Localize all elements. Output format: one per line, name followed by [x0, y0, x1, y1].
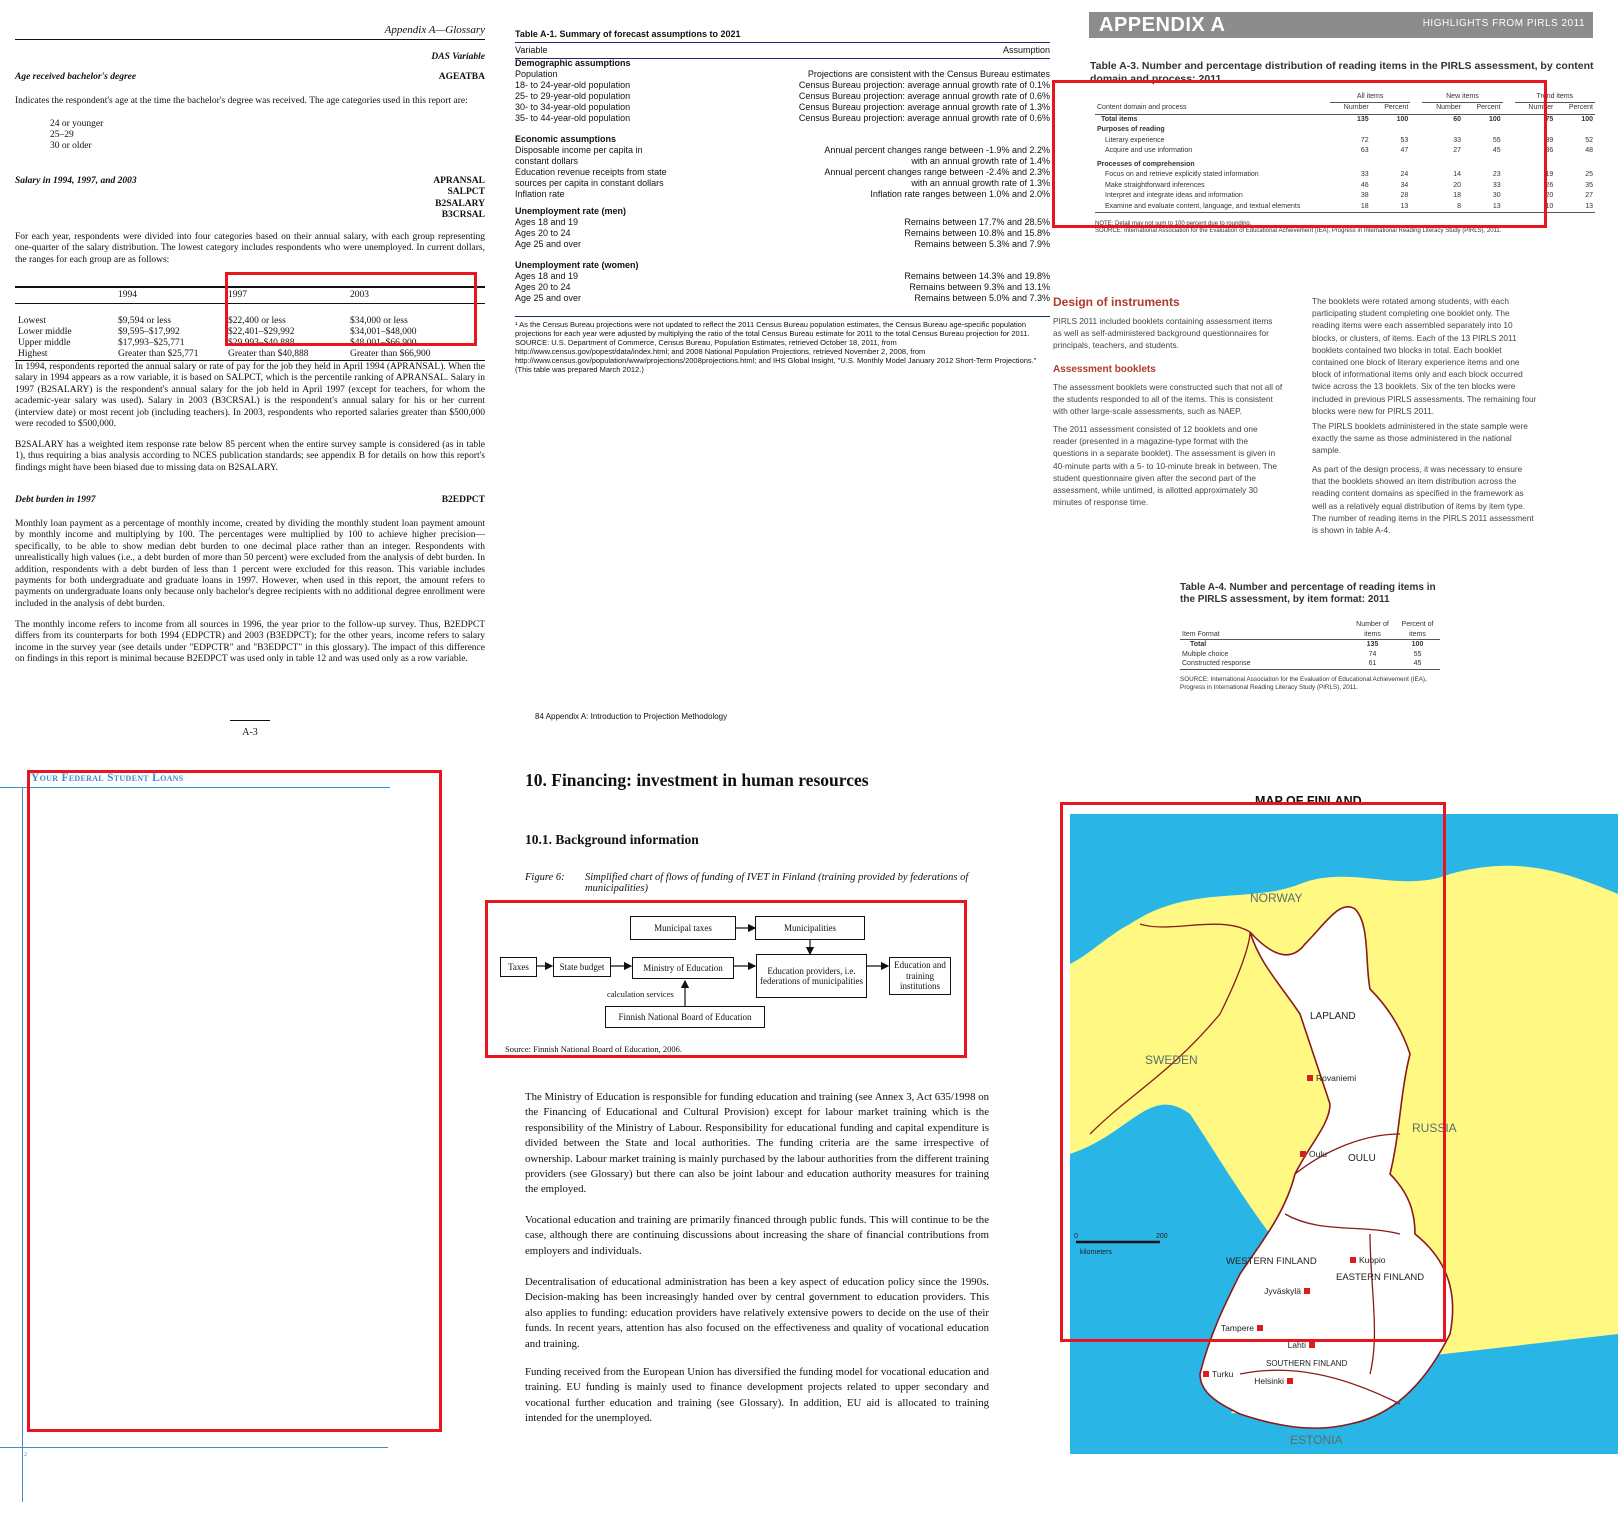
variable-cell: Education revenue receipts from state sources per capita in constant dollars	[515, 166, 667, 188]
highlight-box	[27, 770, 442, 1432]
page-number: 2	[24, 1452, 27, 1458]
stub-header: Content domain and process	[1097, 104, 1187, 112]
var-debt-title: Debt burden in 1997	[15, 495, 96, 505]
assumption-cell: Census Bureau projection: average annual growth rate of 0.6%	[798, 112, 1050, 123]
assumption-section	[515, 206, 1050, 250]
assumption-cell: Annual percent changes range between -2.4% and 2.3% with an annual growth rate of 1.3%	[824, 166, 1050, 188]
russia-label: RUSSIA	[1412, 1121, 1457, 1135]
financing-page	[505, 770, 1005, 1470]
norway-label: NORWAY	[1250, 891, 1303, 905]
table-cell: 53	[1400, 136, 1409, 144]
design-process-text: As part of the design process, it was necessary to ensure that the booklets showed an item distribution across the reading content domains as specified in the framework as well as a relatively equal distribution of items by item type. The number of reading items in the PIRLS 2011 assessment is shown in table A-4.	[1312, 464, 1534, 536]
table-cell: 55	[1492, 136, 1501, 144]
var-debt-row	[15, 495, 485, 506]
footer-rule	[0, 1447, 388, 1448]
row-label: Make straightforward inferences	[1105, 181, 1205, 189]
table-cell: 38	[1360, 192, 1369, 200]
section-heading: Unemployment rate (men)	[515, 206, 627, 216]
salary-header	[15, 287, 115, 304]
table-cell: 45	[1492, 147, 1501, 155]
figure-label: Figure 6:	[525, 872, 565, 883]
table-title: Table A-1. Summary of forecast assumptions to 2021	[515, 29, 741, 39]
table-cell: 46	[1360, 181, 1369, 189]
table-cell: 25	[1585, 171, 1593, 179]
scale-end-label: 200	[1156, 1233, 1168, 1240]
var-salary-row	[15, 176, 485, 222]
node-municipalities: Municipalities	[755, 916, 865, 940]
table-source: SOURCE: International Association for the Evaluation of Educational Achievement (IEA), Progress in International Reading Literacy Study (PIRLS), 2011.	[1095, 228, 1502, 235]
city-marker	[1203, 1371, 1209, 1377]
projection-page	[515, 0, 1050, 720]
assumption-cell: Remains between 10.8% and 15.8%	[904, 227, 1050, 238]
estonia-label: ESTONIA	[1290, 1433, 1343, 1447]
appendix-banner	[1089, 12, 1593, 38]
table-cell: 27	[1453, 147, 1462, 155]
group-header: All items	[1330, 92, 1410, 103]
variable-cell: Ages 18 and 19	[515, 216, 579, 227]
var-salary-title: Salary in 1994, 1997, and 2003	[15, 176, 137, 186]
assumption-section	[515, 134, 1050, 200]
assumption-row	[515, 217, 1050, 228]
city-label: Rovaniemi	[1316, 1073, 1357, 1083]
group-header: New items	[1422, 92, 1502, 103]
assumption-row	[515, 91, 1050, 102]
salary-cell: Lower middle	[18, 326, 72, 337]
node-state-budget: State budget	[553, 957, 611, 977]
oulu-region-label: OULU	[1348, 1153, 1376, 1164]
city-label: Tampere	[1220, 1323, 1254, 1333]
sub-header: Number	[1436, 104, 1462, 112]
page-number: A-3	[230, 720, 270, 739]
debt-paragraph: Monthly loan payment as a percentage of monthly income, created by dividing the monthly student loan payment amount by monthly income and multiplying by 100. The percentages were multiplied by 100 to achieve higher precision—specifically, to be able to show median debt burden to one decimal place rather than an integer. Respondents with unrealistically high values (i.e., a debt burden of more than 50 percent) were excluded from the analysis of debt burden. In addition, respondents with a debt burden of less than 1 percent were excluded for this reason. This variable includes payments for both undergraduate and graduate loans in 1997. However, when used in this report, the amount refers to payments on undergraduate loans only because only bachelor's degree recipients with no additional degree enrollment were included in the analysis of debt burden.	[15, 519, 485, 609]
row-label: Examine and evaluate content, language, and textual elements	[1105, 202, 1301, 210]
source-note: SOURCE: U.S. Department of Commerce, Census Bureau, Population Estimates, retrieved October 18, 2011, from http://www.census.gov/popest/data/index.html; and 2008 National Population Projections, retrieved November 2, 2008, from http://www.census.gov/population/www/projections/2008projections.html; and IHS Global Insight, "U.S. Monthly Model January 2012 Short-Term Projections." (This table was prepared March 2012.)	[515, 338, 1037, 374]
sub-header: Number	[1528, 104, 1554, 112]
salary-paragraph: B2SALARY has a weighted item response rate below 85 percent when the entire survey sample is considered (as in table 1), thus requiring a bias analysis according to NCES publication standards; see appendix B for details on how this report's findings might have been biased due to missing data on B2SALARY.	[15, 440, 485, 473]
scale-unit-label: kilometers	[1080, 1249, 1112, 1256]
row-label: Interpret and integrate ideas and information	[1105, 192, 1243, 200]
table-cell: 20	[1453, 181, 1462, 189]
body-paragraph: Decentralisation of educational administration has been a key aspect of education policy since the 1990s. Decision-making has been increasingly handed over by central government to education providers. This also applies to funding: education providers have relatively extensive powers to decide on the use of their funds. In recent years, attention has also focused on the effectiveness and quality of vocational education and training.	[525, 1276, 989, 1350]
southern-finland-label: SOUTHERN FINLAND	[1266, 1359, 1348, 1368]
table-cell: 18	[1453, 192, 1462, 200]
cell: 45	[1413, 660, 1422, 667]
table-cell: 72	[1360, 136, 1369, 144]
body-paragraph: Funding received from the European Union has diversified the funding model for vocational education and training. EU funding is mainly used to finance development projects related to upper secondary and vocational further education and training (see Glossary). In addition, EU aid is allocated to training intended for the unemployed.	[525, 1366, 989, 1425]
table-cell: 48	[1585, 147, 1593, 155]
table-cell: 13	[1492, 202, 1501, 210]
design-heading: Design of instruments	[1053, 295, 1180, 309]
variable-cell: 35- to 44-year-old population	[515, 112, 631, 123]
salary-cell: Greater than $40,888	[228, 348, 309, 359]
assumption-row	[515, 293, 1050, 304]
var-age-code: AGEATBA	[438, 72, 485, 82]
table-row	[1180, 659, 1440, 669]
var-debt-code: B2EDPCT	[441, 495, 485, 505]
table-cell: 13	[1400, 202, 1409, 210]
salary-cell: $29,993–$40,888	[228, 337, 295, 348]
table-cell: 34	[1400, 181, 1409, 189]
table-cell: 135	[1357, 115, 1369, 123]
table-a4-source: SOURCE: International Association for the Evaluation of Educational Achievement (IEA), Progress in International Reading Literacy Study (PIRLS), 2011.	[1180, 676, 1427, 691]
glossary-page	[0, 0, 500, 750]
salary-cell: $22,401–$29,992	[228, 326, 295, 337]
table-a4	[1180, 620, 1440, 670]
row-label: Purposes of reading	[1097, 126, 1165, 134]
age-category: 24 or younger	[50, 119, 104, 129]
cell: 61	[1368, 660, 1377, 667]
assumption-cell: Remains between 14.3% and 19.8%	[904, 270, 1050, 281]
assumption-cell: Census Bureau projection: average annual growth rate of 0.6%	[798, 90, 1050, 101]
variable-cell: Disposable income per capita in constant dollars	[515, 144, 643, 166]
scale-start-label: 0	[1074, 1233, 1078, 1240]
assumption-row	[515, 113, 1050, 124]
body-paragraph: The Ministry of Education is responsible for funding education and training (see Annex 3, Act 635/1998 on the Financing of Educational and Cultural Provision) except for labour market training which is the responsibility of the Ministry of Labour. Responsibility for educational funding and capital expenditure is divided between the State and local authorities. The funding criteria are the same irrespective of ownership. Labour market training is mainly purchased by the labour authorities from the different training providers (see Glossary) but there can also be joint labour and education authority measures for training the employed.	[525, 1091, 989, 1196]
group-header: Trend items	[1515, 92, 1595, 103]
assumption-row	[515, 271, 1050, 282]
assumption-row	[515, 189, 1050, 200]
table-cell: 24	[1400, 171, 1409, 179]
table-cell: 20	[1545, 192, 1554, 200]
city-label: Lahti	[1287, 1340, 1306, 1350]
table-row	[1180, 640, 1440, 650]
figure-source: Source: Finnish National Board of Education, 2006.	[505, 1044, 683, 1054]
section-heading: Economic assumptions	[515, 134, 617, 144]
node-providers: Education providers, i.e. federations of municipalities	[756, 954, 867, 998]
sub-header: Percent	[1476, 104, 1501, 112]
table-cell: 75	[1545, 115, 1554, 123]
eastern-finland-label: EASTERN FINLAND	[1336, 1272, 1425, 1283]
pirls-page	[1053, 0, 1618, 750]
highlight-box	[485, 900, 967, 1058]
spacer-cell	[1555, 125, 1595, 135]
salary-cell: $9,595–$17,992	[118, 326, 180, 337]
banner-title: APPENDIX A	[1099, 14, 1226, 36]
var-age-title: Age received bachelor's degree	[15, 72, 137, 82]
table-notes	[515, 316, 1050, 374]
city-label: Turku	[1212, 1369, 1234, 1379]
sub-header: Number	[1343, 104, 1369, 112]
spacer-cell	[1555, 156, 1595, 170]
highlight-box	[225, 272, 477, 346]
assumption-row	[515, 102, 1050, 113]
col-header: Item Format	[1182, 630, 1220, 638]
salary-cell: $34,000 or less	[350, 315, 408, 326]
row-label: Acquire and use information	[1105, 147, 1193, 155]
section-heading: 10.1. Background information	[525, 832, 699, 847]
table-cell: 52	[1585, 136, 1593, 144]
lapland-label: LAPLAND	[1310, 1011, 1356, 1022]
table-cell: 35	[1585, 181, 1593, 189]
body-paragraph: Vocational education and training are primarily financed through public funds. This will continue to be the case, although there are continuing discussions about increasing the share of financial contributions from employers and individuals.	[525, 1214, 989, 1257]
node-ministry: Ministry of Education	[632, 957, 734, 979]
row-label: Total	[1190, 641, 1207, 648]
table-cell: 33	[1492, 181, 1501, 189]
cell: 55	[1413, 650, 1422, 658]
var-age-desc: Indicates the respondent's age at the time the bachelor's degree was received. The age categories used in this report are:	[15, 96, 468, 106]
table-cell: 60	[1453, 115, 1462, 123]
variable-cell: 30- to 34-year-old population	[515, 101, 631, 112]
variable-cell: Ages 20 to 24	[515, 227, 571, 238]
banner-subtitle: HIGHLIGHTS FROM PIRLS 2011	[1422, 18, 1585, 29]
section-heading: Demographic assumptions	[515, 58, 631, 68]
state-sample-text: The PIRLS booklets administered in the state sample were exactly the same as those administered in the national sample.	[1312, 421, 1528, 456]
assumption-row	[515, 145, 1050, 167]
salary-paragraph: In 1994, respondents reported the annual salary or rate of pay for the job they held in April 1994 (APRANSAL). When the salary in 1994 appears as a row variable, it is based on SALPCT, which is the percentile ranking of APRANSAL. Salary in 1997 (B2SALARY) is the respondent's annual salary for the job held in April 1997 (except for teachers, for whom the academic-year salary was used). Salary in 2003 (B3CRSAL) is the respondent's annual salary for his or her current (interview date) or most recent job (including teachers). In 2003, respondents who reported salaries greater than $500,000 were recoded to $500,000.	[15, 362, 485, 429]
age-category: 30 or older	[50, 141, 92, 151]
footnote: ¹ As the Census Bureau projections were not updated to reflect the 2011 Census Bureau population estimates, the Census Bureau age-specific population projections for each year were adjusted by multiplying the ratio of the total Census Bureau estimate for 2011 to the total Census Bureau projection for 2011.	[515, 320, 1030, 338]
table-cell: 19	[1545, 171, 1554, 179]
debt-paragraph: The monthly income refers to income from all sources in 1996, the year prior to the follow-up survey. Thus, B2EDPCT differs from its counterparts for both 1994 (EDPCTR) and 2003 (B3EDPCT); for the other years, income refers to salary income in the survey year (see details under "EDPCTR" and "B3EDPCT" in this glossary). The impact of this difference on findings in this report is minimal because B2EDPCT was used only in table 12 and was used only as a row variable.	[15, 620, 485, 665]
page-title: Your Federal Student Loans	[31, 772, 184, 784]
var-salary-codes: APRANSAL SALPCT B2SALARY B3CRSAL	[433, 176, 485, 221]
col-header: Number of items	[1356, 621, 1389, 638]
node-calculation-label: calculation services	[607, 989, 674, 999]
map-title: MAP OF FINLAND	[1255, 794, 1362, 808]
row-label: Literary experience	[1105, 136, 1165, 144]
table-cell: 63	[1360, 147, 1369, 155]
table-cell: 33	[1453, 136, 1462, 144]
assumption-row	[515, 80, 1050, 91]
variable-cell: Population	[515, 68, 558, 79]
cell: 100	[1411, 641, 1424, 648]
assumption-cell: Census Bureau projection: average annual growth rate of 1.3%	[798, 101, 1050, 112]
assumption-row	[515, 167, 1050, 189]
row-label: Processes of comprehension	[1097, 161, 1195, 169]
variable-cell: Ages 20 to 24	[515, 281, 571, 292]
assumption-row	[515, 239, 1050, 250]
node-fnbe: Finnish National Board of Education	[605, 1006, 765, 1028]
table-cell: 36	[1545, 147, 1554, 155]
assumption-row	[515, 282, 1050, 293]
city-marker	[1287, 1378, 1293, 1384]
city-label: Kuopio	[1359, 1255, 1386, 1265]
table-cell: 100	[1488, 115, 1501, 123]
cell: 74	[1368, 650, 1377, 658]
var-age-row	[15, 72, 485, 83]
salary-cell: Greater than $66,900	[350, 348, 431, 359]
table-cell: 100	[1396, 115, 1409, 123]
table-cell: 10	[1545, 202, 1554, 210]
assumption-cell: Remains between 9.3% and 13.1%	[909, 281, 1050, 292]
variable-cell: Age 25 and over	[515, 238, 582, 249]
table-cell: 26	[1545, 181, 1554, 189]
assumption-cell: Remains between 17.7% and 28.5%	[904, 216, 1050, 227]
assumption-cell: Inflation rate ranges between 1.0% and 2.0%	[870, 188, 1050, 199]
city-label: Oulu	[1309, 1149, 1327, 1159]
highlight-box	[1052, 80, 1547, 228]
figure-caption-text: Simplified chart of flows of funding of IVET in Finland (training provided by federations of municipalities)	[585, 872, 969, 894]
table-cell: 28	[1400, 192, 1409, 200]
table-header	[515, 42, 1050, 59]
node-municipal-taxes: Municipal taxes	[630, 916, 736, 940]
row-label: Constructed response	[1182, 660, 1251, 667]
table-cell: 8	[1457, 202, 1462, 210]
salary-header: 1994	[115, 287, 225, 304]
sub-header: Percent	[1384, 104, 1409, 112]
table-cell: 100	[1581, 115, 1593, 123]
assumption-cell: Remains between 5.0% and 7.3%	[914, 292, 1050, 303]
table-cell: 39	[1545, 136, 1554, 144]
age-category: 25–29	[50, 130, 74, 140]
variable-cell: Inflation rate	[515, 188, 565, 199]
running-head: Appendix A—Glossary	[15, 24, 485, 40]
salary-cell: Upper middle	[18, 337, 71, 348]
assumption-cell: Annual percent changes range between -1.9% and 2.2% with an annual growth rate of 1.4%	[824, 144, 1050, 166]
highlight-box	[1060, 802, 1446, 1342]
node-institutions: Education and training institutions	[889, 957, 951, 995]
node-taxes: Taxes	[500, 957, 537, 977]
col-variable: Variable	[515, 45, 548, 55]
das-variable-label: DAS Variable	[431, 52, 485, 62]
assumption-row	[515, 69, 1050, 80]
booklets-rotation-text: The booklets were rotated among students, with each participating student completing one booklet only. The reading items were each assembled separately into 10 blocks, or clusters, of items. Each of the 13 PIRLS 2011 booklets contained two blocks in total. Each booklet contained one block of literary experience items and one block of informational items only and each block occurred twice across the 13 booklets. Six of the ten blocks were included in previous PIRLS assessments. The remaining four blocks were new for PIRLS 2011.	[1312, 296, 1537, 416]
var-salary-desc: For each year, respondents were divided into four categories based on their annual salary, with each group representing one-quarter of the salary distribution. The lowest category includes respondents who were unemployed. In current dollars, the ranges for each group are as follows:	[15, 232, 485, 265]
design-text: PIRLS 2011 included booklets containing assessment items as well as self-administered background questionnaires for principals, teachers, and students.	[1053, 316, 1273, 351]
table-cell: 27	[1585, 192, 1593, 200]
chapter-heading: 10. Financing: investment in human resources	[525, 770, 869, 790]
city-label: Jyväskylä	[1264, 1286, 1301, 1296]
page-footer: 84 Appendix A: Introduction to Projection Methodology	[535, 712, 728, 721]
salary-cell: Highest	[18, 348, 48, 359]
table-cell: 14	[1453, 171, 1462, 179]
assumption-row	[515, 228, 1050, 239]
table-row	[15, 349, 485, 360]
salary-cell: Greater than $25,771	[118, 348, 199, 359]
table-cell: 23	[1492, 171, 1501, 179]
col-header: Percent of items	[1401, 621, 1434, 638]
table-cell: 13	[1585, 202, 1593, 210]
booklets-text: The assessment booklets were constructed such that not all of the students responded to all of the items. This is consistent with other large-scale assessments, such as NAEP.	[1053, 382, 1283, 417]
assumption-cell: Remains between 5.3% and 7.9%	[914, 238, 1050, 249]
table-cell: 30	[1492, 192, 1501, 200]
table-row	[1180, 650, 1440, 660]
assumption-section	[515, 260, 1050, 304]
booklets-heading: Assessment booklets	[1053, 364, 1156, 375]
table-a4-title: Table A-4. Number and percentage of reading items in the PIRLS assessment, by item format: 2011	[1180, 582, 1436, 605]
salary-cell: $34,001–$48,000	[350, 326, 417, 337]
salary-cell: Lowest	[18, 315, 46, 326]
salary-header: 2003	[347, 287, 485, 304]
variable-cell: Ages 18 and 19	[515, 270, 579, 281]
salary-cell: $22,400 or less	[228, 315, 286, 326]
section-heading: Unemployment rate (women)	[515, 260, 639, 270]
variable-cell: Age 25 and over	[515, 292, 582, 303]
sub-header: Percent	[1568, 104, 1593, 112]
margin-rule	[22, 788, 23, 1502]
finland-map-page	[1070, 790, 1618, 1526]
variable-cell: 18- to 24-year-old population	[515, 79, 631, 90]
table-cell: 18	[1360, 202, 1369, 210]
table-a3-title: Table A-3. Number and percentage distribution of reading items in the PIRLS assessment, by content domain and process: 2011	[1090, 60, 1594, 85]
variable-cell: 25- to 29-year-old population	[515, 90, 631, 101]
table-cell: 47	[1400, 147, 1409, 155]
booklets-text: The 2011 assessment consisted of 12 booklets and one reader (presented in a magazine-type format with the questions in a separate booklet). The assessment is given in 40-minute parts with a 5- to 10-minute break in between. The student questionnaire given after the second part of the assessment, while untimed, is allotted approximately 30 minutes of response time.	[1053, 424, 1277, 508]
student-loans-page	[0, 770, 400, 1526]
western-finland-label: WESTERN FINLAND	[1226, 1256, 1317, 1267]
salary-header: 1997	[225, 287, 347, 304]
city-label: Helsinki	[1254, 1376, 1284, 1386]
table-cell: 33	[1360, 171, 1369, 179]
city-marker	[1309, 1342, 1315, 1348]
assumption-cell: Census Bureau projection: average annual growth rate of 0.1%	[798, 79, 1050, 90]
sweden-label: SWEDEN	[1145, 1053, 1198, 1067]
salary-cell: $17,993–$25,771	[118, 337, 185, 348]
col-assumption: Assumption	[1002, 45, 1050, 55]
salary-cell: $48,001–$66,900	[350, 337, 417, 348]
row-label: Focus on and retrieve explicitly stated information	[1105, 171, 1259, 179]
row-label: Multiple choice	[1182, 650, 1229, 658]
row-label: Total items	[1101, 115, 1138, 123]
assumption-section	[515, 58, 1050, 124]
assumption-cell: Projections are consistent with the Census Bureau estimates	[807, 68, 1050, 79]
salary-cell: $9,594 or less	[118, 315, 172, 326]
table-note: NOTE: Detail may not sum to 100 percent due to rounding.	[1095, 221, 1252, 227]
cell: 135	[1366, 641, 1379, 648]
